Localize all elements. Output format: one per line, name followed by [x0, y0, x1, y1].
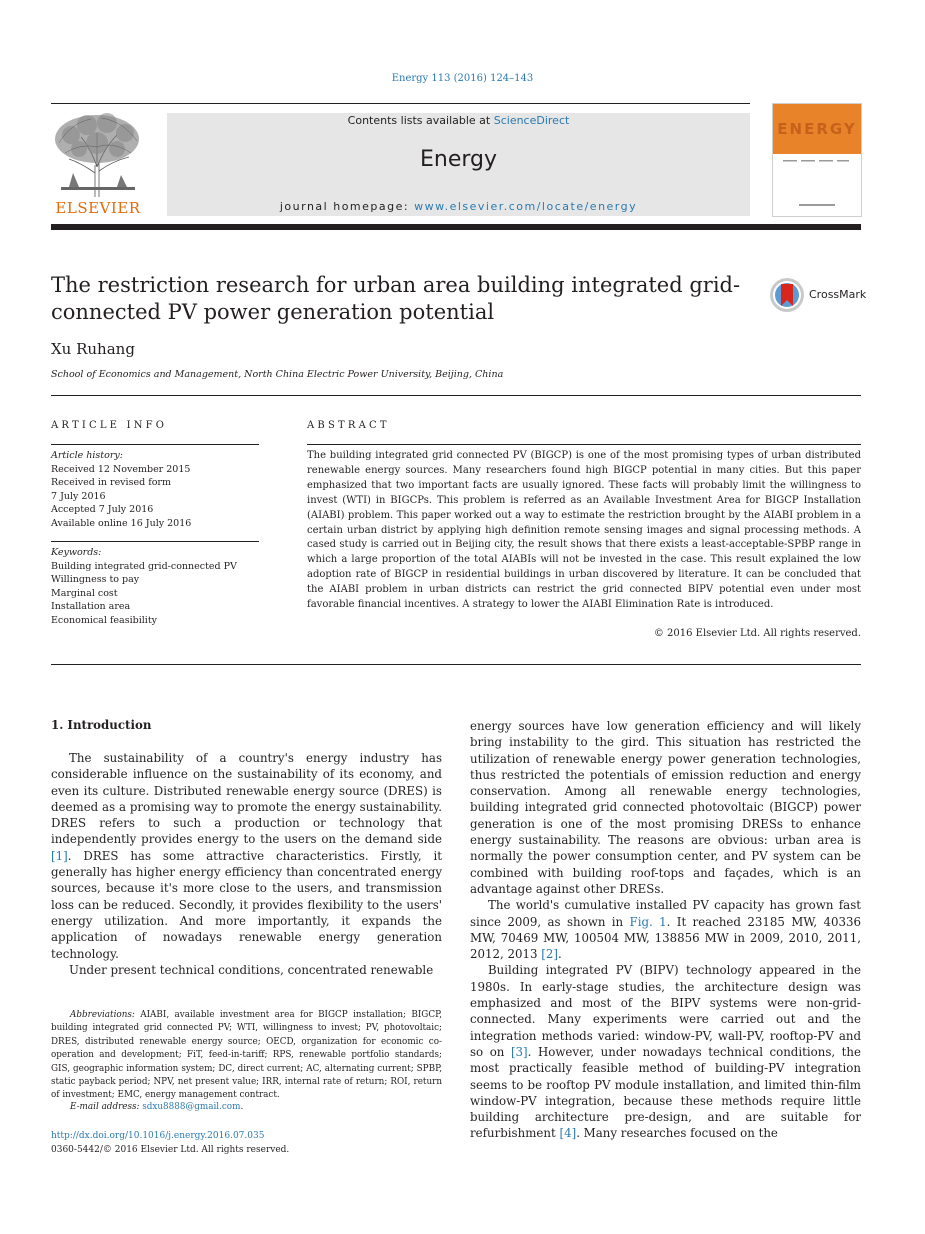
text-run: Building integrated PV (BIPV) technology appeared in the 1980s. In early-stage studies, the architecture design was emphasized and most of the BIPV systems were non-grid-connected. Many experiments were carried out and the integration methods varied: window-PV, wall-PV, rooftop-PV and so on — [470, 963, 861, 1059]
front-matter-rule — [51, 664, 861, 665]
history-item: Received 12 November 2015 — [51, 463, 191, 475]
publisher-wordmark: ELSEVIER — [55, 199, 141, 217]
text-run: . However, under nowadays technical conditions, the most practically feasible method of building-PV integration seems to be rooftop PV module installation, and limited thin-film window-PV integration, because these methods require little building architecture pre-design, and are suitable for refurbishment — [470, 1044, 862, 1141]
email-link[interactable]: sdxu8888@gmail.com — [142, 1102, 241, 1112]
reference-link[interactable]: [4] — [559, 1126, 577, 1141]
paragraph — [470, 897, 861, 962]
email-label: E-mail address: — [70, 1102, 140, 1112]
cover-title: ENERGY — [777, 120, 857, 138]
history-item: 7 July 2016 — [51, 490, 106, 502]
crossmark-badge[interactable] — [769, 276, 867, 314]
keywords-label: Keywords: — [51, 547, 102, 558]
title-rule — [51, 395, 861, 396]
author-name[interactable]: Xu Ruhang — [51, 340, 135, 358]
text-run: . — [558, 947, 562, 962]
article-info-heading: ARTICLE INFO — [51, 420, 168, 431]
text-run: The sustainability of a country's energy industry has considerable influence on the sustainability of its economy, and even its culture. Distributed renewable energy source (DRES) is deemed as a promising way to promote the energy sustainability. DRES refers to such a production or technology that independently provides energy to the users on the demand side — [51, 751, 442, 847]
reference-link[interactable]: [1] — [51, 848, 68, 863]
paragraph: energy sources have low generation efficiency and will likely bring instability to the gird. This situation has restricted the utilization of renewable energy power generation technologies, thus restricted the potentials of emission reduction and energy conservation. Among all renewable energy technologies, building integrated grid connected photovoltaic (BIGCP) power generation is one of the most promising DRESs to enhance energy sustainability. The reasons are obvious: urban area is normally the power consumption center, and PV system can be combined with building roof-tops and façades, which is an advantage against other DRESs. — [470, 719, 861, 896]
contents-prefix: Contents lists available at — [347, 114, 494, 127]
abbreviations-label: Abbreviations: — [70, 1010, 135, 1020]
keywords-list — [51, 546, 259, 627]
article-info-rule — [51, 444, 259, 445]
doi-link[interactable]: http://dx.doi.org/10.1016/j.energy.2016.07.035 — [51, 1131, 265, 1141]
keyword-item: Marginal cost — [51, 587, 118, 599]
abstract-copyright: © 2016 Elsevier Ltd. All rights reserved. — [653, 628, 861, 639]
paragraph — [470, 962, 861, 1141]
article-history — [51, 449, 259, 530]
abstract-heading: ABSTRACT — [307, 420, 390, 431]
right-column — [470, 718, 861, 1142]
contents-availability — [167, 114, 750, 127]
journal-title: Energy — [419, 147, 498, 172]
journal-homepage — [167, 200, 750, 213]
cover-details-graphic — [779, 156, 855, 212]
reference-link[interactable]: [3] — [510, 1044, 528, 1059]
header-rule — [51, 103, 750, 104]
homepage-link[interactable]: www.elsevier.com/locate/energy — [414, 200, 638, 213]
journal-cover-thumbnail[interactable] — [772, 103, 862, 217]
reference-link[interactable]: [2] — [541, 947, 559, 962]
sciencedirect-link[interactable]: ScienceDirect — [493, 114, 570, 127]
text-run: . It reached 23185 MW, 40336 MW, 70469 MW, 100504 MW, 138856 MW in 2009, 2010, 2011, 2012, 2013 — [470, 914, 861, 962]
keyword-item: Installation area — [51, 601, 131, 612]
issn-copyright: 0360-5442/© 2016 Elsevier Ltd. All rights reserved. — [51, 1145, 290, 1155]
email-period: . — [240, 1102, 244, 1112]
email-footnote — [51, 1102, 442, 1112]
paragraph: Under present technical conditions, concentrated renewable — [69, 962, 434, 977]
crossmark-label: CrossMark — [809, 288, 867, 301]
abbreviations-footnote — [51, 1009, 442, 1103]
section-heading-introduction: 1. Introduction — [51, 718, 152, 732]
figure-link[interactable]: Fig. 1 — [629, 914, 667, 929]
text-run: . Many researches focused on the — [576, 1126, 778, 1141]
left-column — [51, 750, 442, 978]
keyword-item: Willingness to pay — [51, 574, 140, 585]
paragraph — [51, 750, 442, 962]
abstract-text: The building integrated grid connected PV (BIGCP) is one of the most promising types of urban distributed renewable energy sources. Many researchers found high BIGCP potential in many cities. But this paper emphasized that two important facts are usually ignored. These facts will probably limit the willingness to invest (WTI) in BIGCPs. This problem is referred as an Available Investment Area for BIGCP Installation (AIABI) problem. This paper worked out a way to estimate the restriction brought by the AIABI problem in a certain urban district by applying high definition remote sensing images and signal processing methods. A cased study is carried out in Beijing city, the result shows that there exists a least-acceptable-SPBP range in which a large proportion of the total AIABIs will not be invested in the case. This result explained the low adoption rate of BIGCP in residential buildings in urban discovered by literature. It can be concluded that the AIABI problem in urban districts can restrict the grid connected BIPV potential even under most favorable financial incentives. A strategy to lower the AIABI Elimination Rate is introduced. — [307, 450, 861, 611]
keyword-item: Building integrated grid-connected PV — [51, 560, 237, 572]
header-thick-rule — [51, 224, 861, 230]
article-title: The restriction research for urban area building integrated grid-connected PV power generation potential — [51, 273, 741, 324]
journal-citation[interactable]: Energy 113 (2016) 124–143 — [391, 73, 534, 84]
abstract-rule — [307, 444, 861, 445]
author-affiliation: School of Economics and Management, North China Electric Power University, Beijing, China — [51, 369, 504, 380]
history-label: Article history: — [51, 450, 123, 461]
abbreviations-text: AIABI, available investment area for BIGCP installation; BIGCP, building integrated grid connected PV; WTI, willingness to invest; PV, photovoltaic; DRES, distributed renewable energy source; OECD, organization for economic co-operation and development; FiT, feed-in-tariff; RPS, renewable portfolio standards; GIS, geographic information system; DC, direct current; AC, alternating current; SPBP, static payback period; NPV, net present value; IRR, internal rate of return; ROI, return of investment; EMC, energy management contract. — [51, 1010, 442, 1101]
history-item: Accepted 7 July 2016 — [51, 504, 154, 515]
crossmark-icon — [769, 276, 805, 314]
history-item: Available online 16 July 2016 — [51, 517, 192, 529]
text-run: The world's cumulative installed PV capacity has grown fast since 2009, as shown in — [470, 898, 861, 929]
keywords-rule — [51, 541, 259, 542]
keyword-item: Economical feasibility — [51, 614, 157, 626]
history-item: Received in revised form — [51, 477, 171, 488]
homepage-prefix: journal homepage: — [279, 200, 415, 213]
text-run: . DRES has some attractive characteristics. Firstly, it generally has higher energy efficiency than concentrated energy sources, because it's more close to the users, and transmission loss can be reduced. Secondly, it provides flexibility to the users' energy utilization. And more importantly, it expands the application of nowadays renewable energy generation technology. — [51, 848, 442, 961]
